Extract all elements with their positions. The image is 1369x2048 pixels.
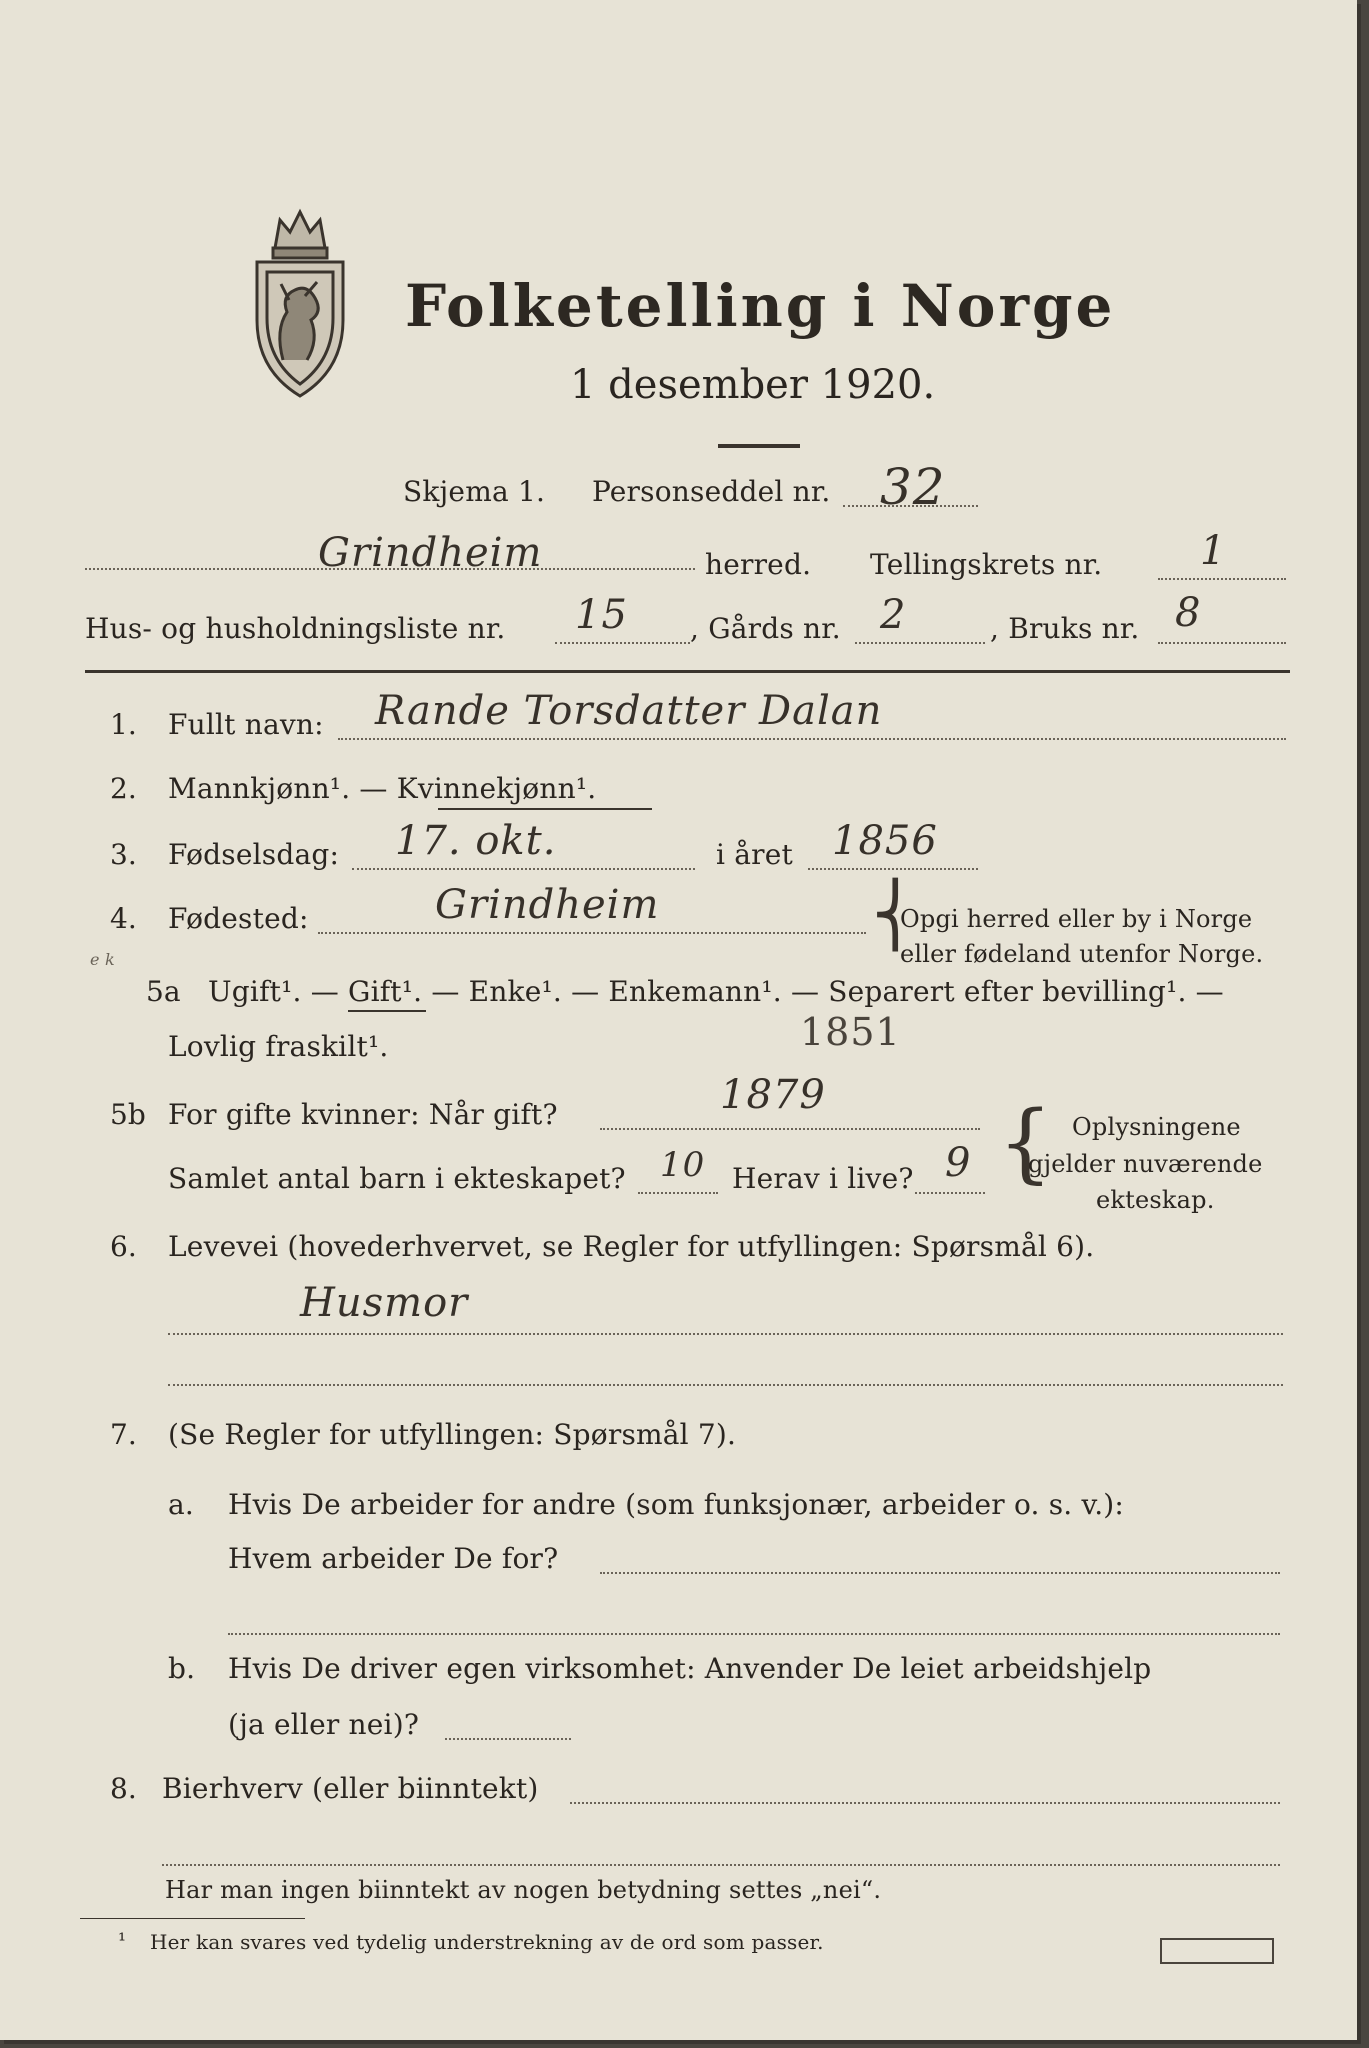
q5b-children-value[interactable]: 10 — [660, 1145, 706, 1185]
footnote-rule — [80, 1918, 305, 1919]
printer-stamp — [1160, 1938, 1274, 1964]
q5b-note-line2: gjelder nuværende — [1028, 1150, 1263, 1178]
q4-note-line1: Opgi herred eller by i Norge — [900, 905, 1253, 933]
gards-line — [855, 642, 985, 644]
hus-label: Hus- og husholdningsliste nr. — [85, 612, 506, 645]
q5b-children-line — [638, 1192, 718, 1194]
footnote-mark: ¹ — [118, 1928, 127, 1952]
footnote-text: Her kan svares ved tydelig understrekning av de ord som passer. — [150, 1930, 824, 1954]
herred-label: herred. — [705, 548, 812, 581]
q7-a-letter: a. — [168, 1488, 194, 1521]
q7-b-line[interactable] — [445, 1738, 571, 1740]
form-date: 1 desember 1920. — [570, 362, 936, 408]
q4-line — [318, 932, 866, 934]
q5b-alive-label: Herav i live? — [732, 1162, 914, 1195]
q3-year-label: i året — [716, 838, 793, 871]
q7-label: (Se Regler for utfyllingen: Spørsmål 7). — [168, 1418, 737, 1451]
q5b-alive-value[interactable]: 9 — [945, 1140, 972, 1186]
q6-label: Levevei (hovederhvervet, se Regler for utfyllingen: Spørsmål 6). — [168, 1230, 1095, 1263]
q4-note-line2: eller fødeland utenfor Norge. — [900, 940, 1264, 968]
q3-label: Fødselsdag: — [168, 838, 340, 871]
section-divider — [85, 670, 1290, 673]
gards-label: , Gårds nr. — [690, 612, 841, 645]
q5b-brace: { — [998, 1093, 1053, 1193]
q2-number: 2. — [110, 772, 137, 805]
q7-a-line[interactable] — [600, 1572, 1280, 1574]
q6-value[interactable]: Husmor — [300, 1280, 469, 1326]
q4-label: Fødested: — [168, 902, 309, 935]
q5b-note-line3: ekteskap. — [1096, 1186, 1215, 1214]
q4-brace: ⎨ — [872, 878, 919, 951]
gards-value[interactable]: 2 — [880, 592, 907, 638]
q5b-children-label: Samlet antal barn i ekteskapet? — [168, 1162, 626, 1195]
q3-number: 3. — [110, 838, 137, 871]
hus-value[interactable]: 15 — [575, 592, 628, 638]
q5a-number: 5a — [146, 975, 181, 1008]
bruks-line — [1158, 642, 1286, 644]
q8-line1[interactable] — [570, 1802, 1280, 1804]
personseddel-label: Personseddel nr. — [592, 475, 831, 508]
q5a-annotation: 1851 — [800, 1010, 901, 1054]
q1-label: Fullt navn: — [168, 708, 324, 741]
hus-line — [555, 642, 690, 644]
q5a-label-line1: Ugift¹. — Gift¹. — Enke¹. — Enkemann¹. — Separert efter bevilling¹. — — [208, 975, 1224, 1008]
q4-value[interactable]: Grindheim — [435, 882, 660, 928]
title-divider — [718, 444, 800, 448]
q7-a-line2: Hvem arbeider De for? — [228, 1542, 559, 1575]
tellingskrets-label: Tellingskrets nr. — [870, 548, 1103, 581]
q5b-label: For gifte kvinner: Når gift? — [168, 1098, 558, 1131]
q6-line2 — [168, 1384, 1283, 1386]
form-title: Folketelling i Norge — [405, 272, 1116, 340]
bleed-through-text — [520, 150, 526, 171]
q5b-married-line — [600, 1128, 980, 1130]
q4-number: 4. — [110, 902, 137, 935]
coat-of-arms-icon — [245, 200, 355, 400]
q8-number: 8. — [110, 1772, 137, 1805]
bruks-value[interactable]: 8 — [1175, 590, 1202, 636]
footer-note: Har man ingen biinntekt av nogen betydning settes „nei“. — [165, 1876, 882, 1904]
q5b-married-value[interactable]: 1879 — [720, 1072, 826, 1118]
q7-a-line-extra[interactable] — [228, 1633, 1280, 1635]
q7-b-line2: (ja eller nei)? — [228, 1708, 420, 1741]
q8-line2[interactable] — [162, 1864, 1280, 1866]
herred-value[interactable]: Grindheim — [318, 530, 543, 576]
q7-a-line1: Hvis De arbeider for andre (som funksjonær, arbeider o. s. v.): — [228, 1488, 1125, 1521]
q7-b-line1: Hvis De driver egen virksomhet: Anvender De leiet arbeidshjelp — [228, 1652, 1152, 1685]
q3-year-value[interactable]: 1856 — [832, 818, 938, 864]
q1-value[interactable]: Rande Torsdatter Dalan — [375, 688, 883, 734]
skjema-label: Skjema 1. — [403, 475, 546, 508]
q3-year-line — [808, 868, 978, 870]
q8-label: Bierhverv (eller biinntekt) — [162, 1772, 539, 1805]
q5b-note-line1: Oplysningene — [1072, 1113, 1241, 1141]
q5b-number: 5b — [110, 1098, 146, 1131]
q5a-label-line2: Lovlig fraskilt¹. — [168, 1030, 389, 1063]
q6-line1 — [168, 1333, 1283, 1335]
q2-underline — [438, 808, 652, 810]
q7-number: 7. — [110, 1418, 137, 1451]
q3-value[interactable]: 17. okt. — [395, 818, 557, 864]
q5b-alive-line — [915, 1192, 985, 1194]
bruks-label: , Bruks nr. — [990, 612, 1140, 645]
q2-label: Mannkjønn¹. — Kvinnekjønn¹. — [168, 772, 597, 805]
personseddel-value[interactable]: 32 — [880, 458, 946, 516]
tellingskrets-line — [1158, 578, 1286, 580]
tellingskrets-value[interactable]: 1 — [1200, 528, 1227, 574]
q1-line — [338, 738, 1286, 740]
q5a-underline — [348, 1010, 426, 1012]
q5a-margin-note: e k — [90, 950, 115, 969]
q7-b-letter: b. — [168, 1652, 196, 1685]
q1-number: 1. — [110, 708, 137, 741]
q6-number: 6. — [110, 1230, 137, 1263]
q3-line — [352, 868, 695, 870]
